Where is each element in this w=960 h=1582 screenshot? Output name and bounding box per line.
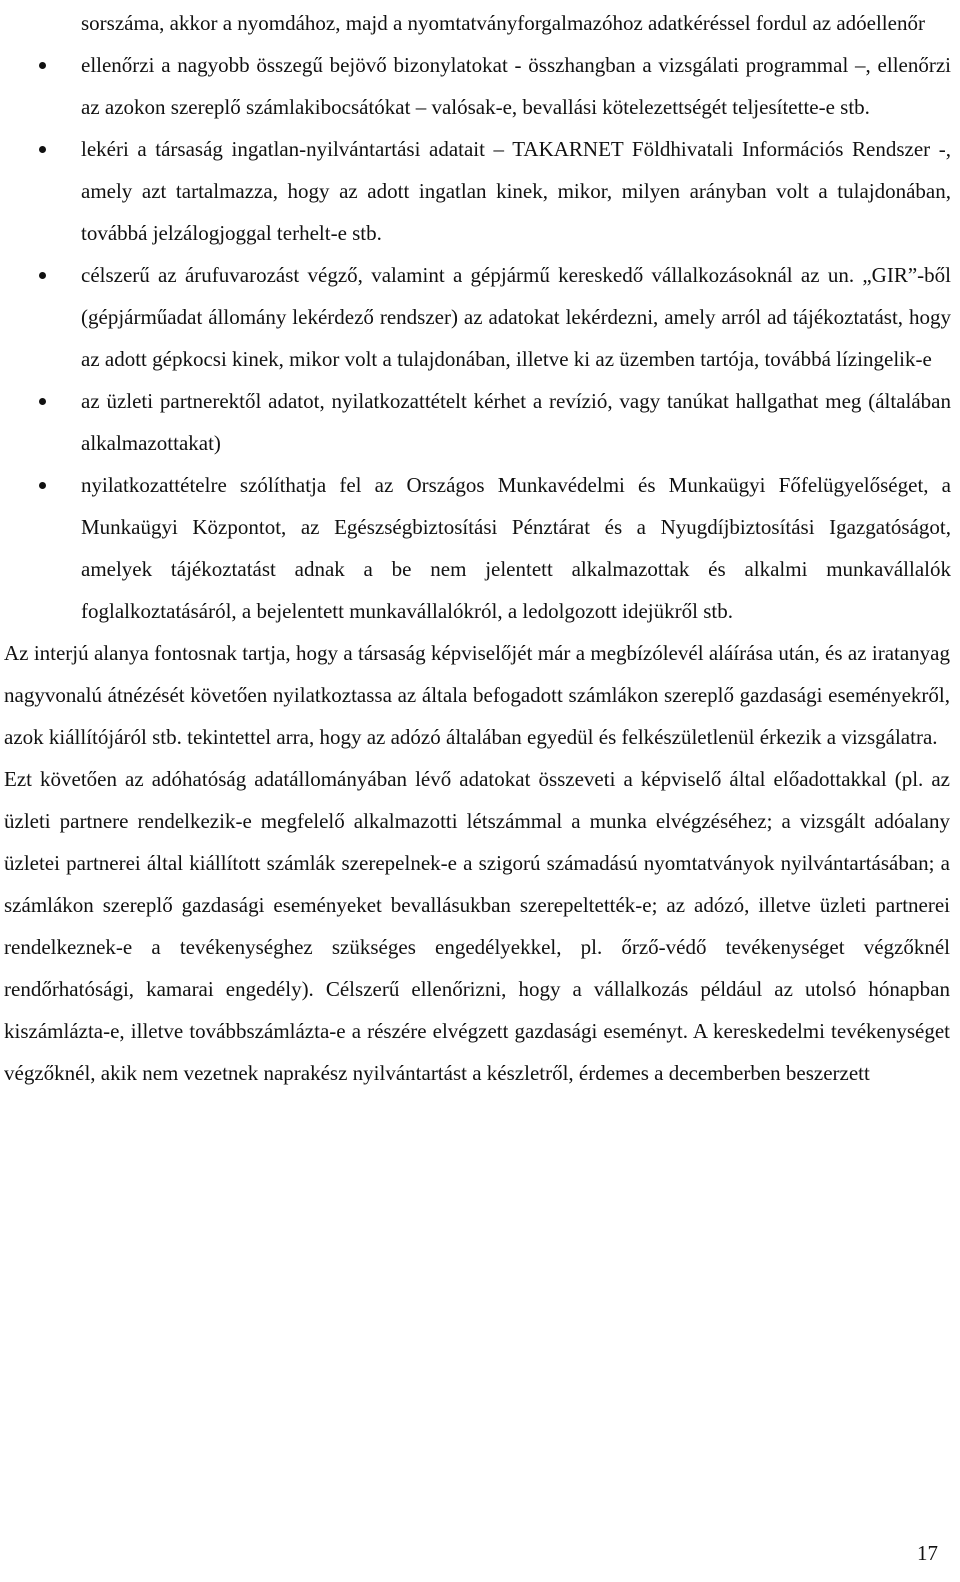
paragraph-2: Ezt követően az adóhatóság adatállományában lévő adatokat összeveti a képviselő által előadottakkal (pl. az üzleti partnere rendelkezik-e megfelelő alkalmazotti létszámmal a munka elvégzéséhez; a vizsgált adóalany üzletei partnerei által kiállított számlák szerepelnek-e a szigorú számadású nyomtatványok nyilvántartásában; a számlákon szereplő gazdasági eseményeket bevallásukban szerepeltették-e; az adózó, illetve üzleti partnerei rendelkeznek-e a tevékenységhez szükséges engedélyekkel, pl. őrző-védő tevékenységet végzőknél rendőrhatósági, kamarai engedély). Célszerű ellenőrizni, hogy a vállalkozás például az utolsó hónapban kiszámlázta-e, illetve továbbszámlázta-e a részére elvégzett gazdasági eseményt. A kereskedelmi tevékenységet végzőknél, akik nem vezetnek naprakész nyilvántartást a készletről, érdemes a decemberben beszerzett [4,767,950,1085]
page-number: 17 [917,1541,938,1565]
bullet-item-4 [81,380,951,464]
bullet-icon [39,482,46,489]
bullet-text: ellenőrzi a nagyobb összegű bejövő bizonylatokat - összhangban a vizsgálati programmal –, ellenőrzi az azokon szereplő számlakibocsátókat – valósak-e, bevallási kötelezettségét teljesítette-e stb. [81,53,951,119]
bullet-text: az üzleti partnerektől adatot, nyilatkozattételt kérhet a revízió, vagy tanúkat hallgathat meg (általában alkalmazottakat) [81,389,951,455]
continuation-text: sorszáma, akkor a nyomdához, majd a nyomtatványforgalmazóhoz adatkéréssel fordul az adóellenőr [81,11,925,35]
bullet-item-1 [81,44,951,128]
bullet-item-2 [81,128,951,254]
paragraph-1: Az interjú alanya fontosnak tartja, hogy a társaság képviselőjét már a megbízólevél aláírása után, és az iratanyag nagyvonalú átnézését követően nyilatkoztassa az általa befogadott számlákon szereplő gazdasági eseményekről, azok kiállítójáról stb. tekintettel arra, hogy az adózó általában egyedül és felkészületlenül érkezik a vizsgálatra. [4,641,950,749]
bullet-text: célszerű az árufuvarozást végző, valamint a gépjármű kereskedő vállalkozásoknál az un. „GIR”-ből (gépjárműadat állomány lekérdező rendszer) az adatokat lekérdezni, amely arról ad tájékoztatást, hogy az adott gépkocsi kinek, mikor volt a tulajdonában, illetve ki az üzemben tartója, továbbá lízingelik-e [81,263,951,371]
bullet-text: lekéri a társaság ingatlan-nyilvántartási adatait – TAKARNET Földhivatali Információs Rendszer -, amely azt tartalmazza, hogy az adott ingatlan kinek, mikor, milyen arányban volt a tulajdonában, továbbá jelzálogjoggal terhelt-e stb. [81,137,951,245]
bullet-icon [39,62,46,69]
bullet-icon [39,146,46,153]
bullet-icon [39,398,46,405]
bullet-text: nyilatkozattételre szólíthatja fel az Országos Munkavédelmi és Munkaügyi Főfelügyelőséget, a Munkaügyi Központot, az Egészségbiztosítási Pénztárat és a Nyugdíjbiztosítási Igazgatóságot, amelyek tájékoztatást adnak a be nem jelentett alkalmazottak és alkalmi munkavállalók foglalkoztatásáról, a bejelentett munkavállalókról, a ledolgozott idejükről stb. [81,473,951,623]
bullet-icon [39,272,46,279]
bullet-item-5 [81,464,951,632]
bullet-item-3 [81,254,951,380]
